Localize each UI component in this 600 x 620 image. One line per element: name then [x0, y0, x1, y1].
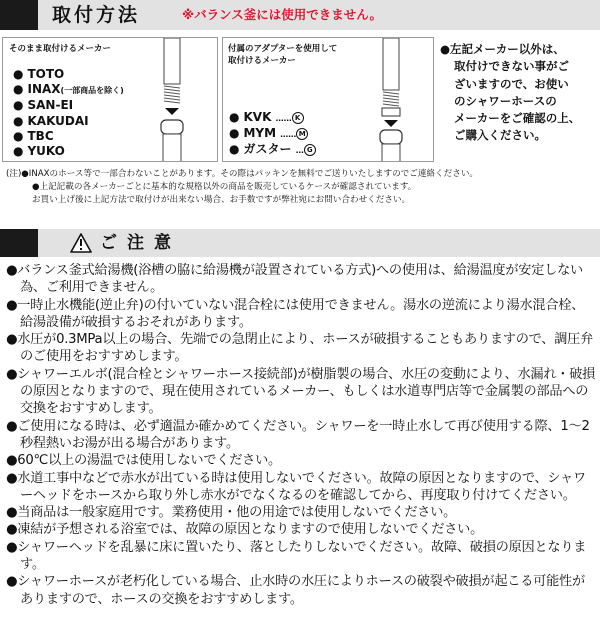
header-black-block: [0, 0, 38, 30]
maker-item: [13, 98, 124, 113]
footnote-line: ●上記記載の各メーカーごとに基本的な規格以外の商品を販売しているケースが確認されています。: [32, 182, 417, 192]
maker-item: [13, 129, 124, 144]
leader-dots: ……: [280, 130, 297, 140]
caution-item: ●シャワーヘッドを乱暴に床に置いたり、落としたりしないでください。故障、破損の原因となります。: [6, 539, 587, 573]
maker-name: YUKO: [27, 144, 65, 159]
maker-name: TOTO: [27, 67, 65, 81]
footnote-line: (注)●INAXのホース等で一部合わないことがあります。その際はパッキンを無料でご送りいたしますのでご連絡ください。: [6, 169, 479, 179]
leader-dots: …: [295, 146, 304, 156]
bullet-icon: ●: [13, 128, 24, 143]
caution-item: ●水圧が0.3MPa以上の場合、先端での急閉止により、ホースが破損することもありますので、調圧弁のご使用をおすすめします。: [6, 332, 594, 365]
install-footnotes: [6, 168, 598, 207]
maker-name: KAKUDAI: [27, 113, 89, 128]
maker-item: [13, 82, 124, 98]
bullet-icon: ●: [13, 82, 24, 97]
note-line: ●左記メーカー以外は、: [440, 42, 565, 56]
note-line: のシャワーホースの: [454, 93, 557, 108]
caution-item: ●一時止水機能(逆止弁)の付いていない混合栓には使用できません。湯水の逆流により湯水混合栓、給湯設備が破損するおそれがあります。: [6, 297, 585, 330]
other-makers-note: [440, 41, 598, 145]
direct-fit-maker-list: [13, 67, 124, 159]
warning-triangle-icon: [70, 233, 92, 253]
note-line: ご購入ください。: [454, 128, 546, 143]
direct-fit-hose-illustration: [155, 38, 205, 162]
maker-name: INAX: [27, 82, 61, 97]
adapter-fit-label-line2: 取付けるメーカー: [228, 56, 296, 66]
maker-note: (一部商品を除く): [60, 86, 124, 96]
bullet-icon: ●: [13, 144, 24, 159]
maker-item: [13, 114, 124, 129]
maker-name: KVK: [243, 110, 272, 124]
caution-list: [6, 262, 596, 608]
maker-item: [229, 126, 316, 142]
bullet-icon: ●: [229, 126, 240, 141]
adapter-mark-m-icon: M: [296, 128, 308, 140]
caution-black-block: [0, 229, 38, 257]
adapter-maker-list: [229, 110, 316, 159]
maker-name: ガスター: [243, 142, 292, 157]
caution-header: [0, 229, 600, 257]
bullet-icon: ●: [229, 142, 240, 157]
adapter-hose-illustration: [373, 38, 413, 162]
caution-title: ご注意: [100, 233, 181, 253]
bullet-icon: ●: [13, 67, 24, 81]
install-method-header: [0, 0, 600, 30]
direct-fit-panel: [2, 37, 218, 162]
caution-item: ●60℃以上の湯温では使用しないでください。: [6, 453, 281, 469]
note-line: 取付けできない事がご: [454, 59, 569, 74]
leader-dots: ……: [275, 114, 292, 123]
page-title: 取付方法: [52, 4, 141, 26]
bullet-icon: ●: [13, 98, 24, 113]
maker-item: [13, 144, 124, 159]
bullet-icon: ●: [229, 110, 240, 124]
adapter-fit-label-line1: 付属のアダプターを使用して: [228, 44, 338, 54]
bullet-icon: ●: [13, 113, 24, 128]
note-line: ざいますので、お使い: [454, 76, 569, 91]
caution-item: ●バランス釜式給湯機(浴槽の脇に給湯機が設置されている方式)への使用は、給湯温度が安定しない為、ご利用できません。: [6, 263, 583, 296]
direct-fit-label: そのまま取付けるメーカー: [9, 44, 111, 54]
maker-name: MYM: [243, 126, 277, 141]
adapter-mark-g-icon: G: [304, 144, 316, 156]
caution-item: ●ご使用になる時は、必ず適温か確かめてください。シャワーを一時止水して再び使用する際、1〜2秒程熱いお湯が出る場合があります。: [6, 418, 590, 451]
caution-item: ●凍結が予想される浴室では、故障の原因となりますので使用しないでください。: [6, 522, 484, 538]
note-line: メーカーをご確認の上、: [454, 111, 581, 126]
maker-item: [229, 110, 316, 126]
maker-item: [229, 142, 316, 158]
adapter-mark-k-icon: K: [292, 112, 304, 124]
maker-name: SAN-EI: [27, 98, 74, 113]
caution-item: ●当商品は一般家庭用です。業務使用・他の用途では使用しないでください。: [6, 505, 457, 521]
caution-item: ●シャワーエルボ(混合栓とシャワーホース接続部)が樹脂製の場合、水圧の変動により、水漏れ・破損の原因となりますので、現在使用されているメーカー、もしくは水道専門店等で金属製の部品への交換をおすすめします。: [6, 366, 596, 417]
caution-item: ●水道工事中などで赤水が出ている時は使用しないでください。故障の原因となりますので、シャワーヘッドをホースから取り外し赤水がでなくなるのを確認してから、再度取り付けてください。: [6, 470, 586, 503]
maker-item: [13, 67, 124, 82]
caution-item: ●シャワーホースが老朽化している場合、止水時の水圧によりホースの破裂や破損が起こる可能性がありますので、ホースの交換をおすすめします。: [6, 574, 585, 607]
adapter-fit-panel: [222, 37, 434, 162]
footnote-line: お買い上げ後に上記方法で取付けが出来ない場合、お手数ですが弊社宛にお問い合わせください。: [32, 195, 411, 205]
maker-name: TBC: [27, 128, 54, 143]
balance-kama-warning: ※バランス釜には使用できません。: [182, 7, 383, 22]
